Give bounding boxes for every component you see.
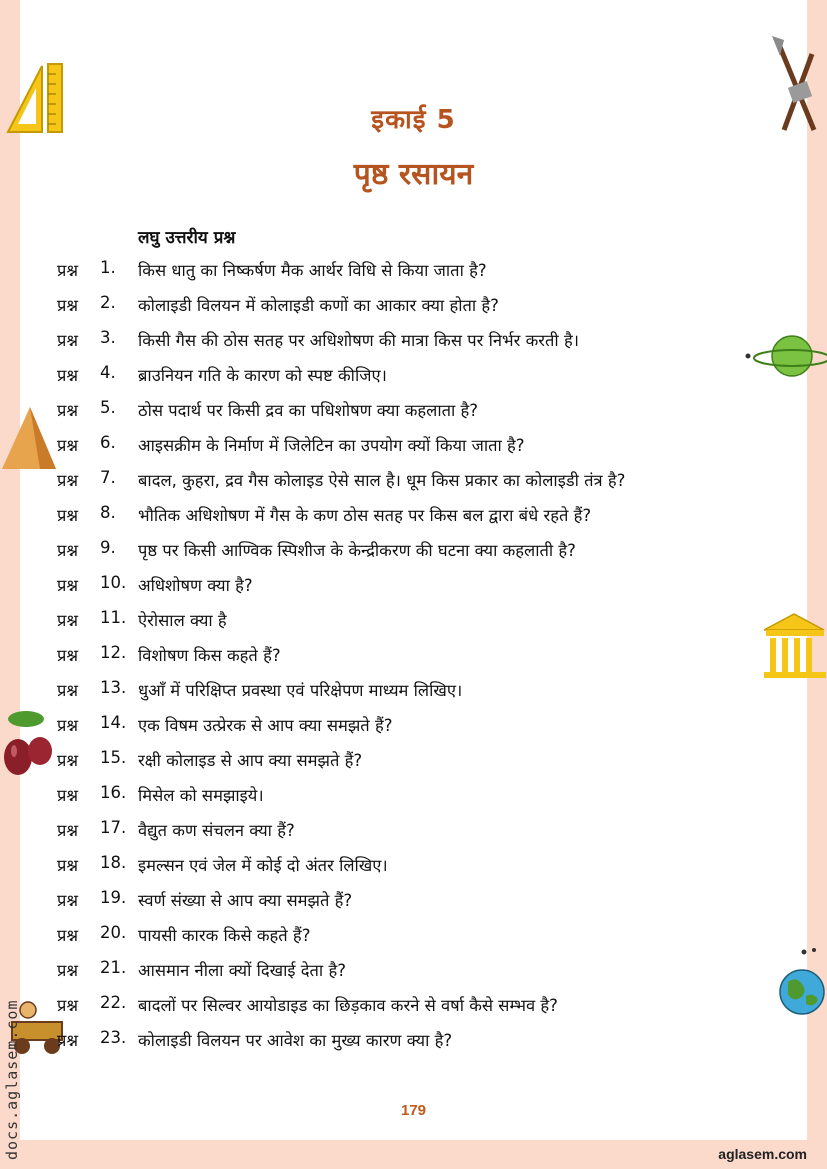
question-number: 19. bbox=[100, 888, 127, 907]
question-label: प्रश्न bbox=[57, 996, 79, 1015]
question-row bbox=[0, 713, 827, 743]
question-row bbox=[0, 608, 827, 638]
question-row bbox=[0, 923, 827, 953]
side-watermark: docs.aglasem.com bbox=[3, 999, 21, 1160]
chapter-title: पृष्ठ रसायन bbox=[353, 157, 474, 192]
question-label: प्रश्न bbox=[57, 366, 79, 385]
question-text: किसी गैस की ठोस सतह पर अधिशोषण की मात्रा किस पर निर्भर करती है। bbox=[138, 331, 579, 350]
question-label: प्रश्न bbox=[57, 751, 79, 770]
question-row bbox=[0, 958, 827, 988]
question-label: प्रश्न bbox=[57, 961, 79, 980]
question-number: 8. bbox=[100, 503, 116, 522]
question-number: 12. bbox=[100, 643, 127, 662]
question-number: 10. bbox=[100, 573, 127, 592]
question-number: 5. bbox=[100, 398, 116, 417]
question-number: 11. bbox=[100, 608, 127, 627]
question-number: 21. bbox=[100, 958, 127, 977]
question-text: अधिशोषण क्या है? bbox=[138, 576, 253, 595]
question-row bbox=[0, 993, 827, 1023]
question-text: भौतिक अधिशोषण में गैस के कण ठोस सतह पर किस बल द्वारा बंधे रहते हैं? bbox=[138, 506, 592, 525]
question-label: प्रश्न bbox=[57, 506, 79, 525]
question-number: 3. bbox=[100, 328, 116, 347]
question-row bbox=[0, 748, 827, 778]
question-text: विशोषण किस कहते हैं? bbox=[138, 646, 281, 665]
question-label: प्रश्न bbox=[57, 786, 79, 805]
footer-brand-link[interactable]: aglasem.com bbox=[718, 1146, 807, 1162]
section-heading: लघु उत्तरीय प्रश्न bbox=[138, 228, 236, 248]
question-row bbox=[0, 853, 827, 883]
unit-title: इकाई 5 bbox=[371, 105, 456, 135]
question-label: प्रश्न bbox=[57, 471, 79, 490]
question-text: बादलों पर सिल्वर आयोडाइड का छिड़काव करने से वर्षा कैसे सम्भव है? bbox=[138, 996, 558, 1015]
question-row bbox=[0, 888, 827, 918]
question-label: प्रश्न bbox=[57, 541, 79, 560]
question-number: 9. bbox=[100, 538, 116, 557]
question-number: 2. bbox=[100, 293, 116, 312]
question-number: 4. bbox=[100, 363, 116, 382]
question-text: मिसेल को समझाइये। bbox=[138, 786, 264, 805]
question-label: प्रश्न bbox=[57, 1031, 79, 1050]
question-text: स्वर्ण संख्या से आप क्या समझते हैं? bbox=[138, 891, 353, 910]
question-label: प्रश्न bbox=[57, 296, 79, 315]
question-number: 13. bbox=[100, 678, 127, 697]
question-label: प्रश्न bbox=[57, 891, 79, 910]
question-label: प्रश्न bbox=[57, 261, 79, 280]
question-number: 16. bbox=[100, 783, 127, 802]
question-label: प्रश्न bbox=[57, 716, 79, 735]
question-label: प्रश्न bbox=[57, 611, 79, 630]
question-label: प्रश्न bbox=[57, 401, 79, 420]
question-row bbox=[0, 573, 827, 603]
question-label: प्रश्न bbox=[57, 436, 79, 455]
question-number: 20. bbox=[100, 923, 127, 942]
question-row bbox=[0, 328, 827, 358]
question-number: 22. bbox=[100, 993, 127, 1012]
question-text: एक विषम उत्प्रेरक से आप क्या समझते हैं? bbox=[138, 716, 393, 735]
question-row bbox=[0, 433, 827, 463]
question-number: 17. bbox=[100, 818, 127, 837]
question-row bbox=[0, 398, 827, 428]
question-number: 14. bbox=[100, 713, 127, 732]
question-label: प्रश्न bbox=[57, 646, 79, 665]
question-text: कोलाइडी विलयन में कोलाइडी कणों का आकार क्या होता है? bbox=[138, 296, 499, 315]
question-row bbox=[0, 818, 827, 848]
question-row bbox=[0, 643, 827, 673]
question-label: प्रश्न bbox=[57, 576, 79, 595]
question-text: वैद्युत कण संचलन क्या हैं? bbox=[138, 821, 295, 840]
question-number: 18. bbox=[100, 853, 127, 872]
question-row bbox=[0, 538, 827, 568]
question-row bbox=[0, 503, 827, 533]
question-text: बादल, कुहरा, द्रव गैस कोलाइड ऐसे साल है। धूम किस प्रकार का कोलाइडी तंत्र है? bbox=[138, 471, 626, 490]
question-text: कोलाइडी विलयन पर आवेश का मुख्य कारण क्या है? bbox=[138, 1031, 453, 1050]
question-row bbox=[0, 293, 827, 323]
question-number: 7. bbox=[100, 468, 116, 487]
question-text: इमल्सन एवं जेल में कोई दो अंतर लिखिए। bbox=[138, 856, 388, 875]
question-text: पृष्ठ पर किसी आण्विक स्पिशीज के केन्द्रीकरण की घटना क्या कहलाती है? bbox=[138, 541, 576, 560]
question-row bbox=[0, 258, 827, 288]
question-label: प्रश्न bbox=[57, 331, 79, 350]
question-number: 1. bbox=[100, 258, 116, 277]
question-label: प्रश्न bbox=[57, 926, 79, 945]
question-text: ऐरोसाल क्या है bbox=[138, 611, 227, 630]
question-text: किस धातु का निष्कर्षण मैक आर्थर विधि से किया जाता है? bbox=[138, 261, 487, 280]
question-number: 6. bbox=[100, 433, 116, 452]
question-number: 15. bbox=[100, 748, 127, 767]
question-number: 23. bbox=[100, 1028, 127, 1047]
question-row bbox=[0, 468, 827, 498]
question-row bbox=[0, 363, 827, 393]
question-text: ठोस पदार्थ पर किसी द्रव का पधिशोषण क्या कहलाता है? bbox=[138, 401, 479, 420]
question-text: ब्राउनियन गति के कारण को स्पष्ट कीजिए। bbox=[138, 366, 387, 385]
question-row bbox=[0, 783, 827, 813]
question-text: धुआँ में परिक्षिप्त प्रवस्था एवं परिक्षेपण माध्यम लिखिए। bbox=[138, 681, 463, 700]
question-label: प्रश्न bbox=[57, 856, 79, 875]
question-text: पायसी कारक किसे कहते हैं? bbox=[138, 926, 311, 945]
page-number: 179 bbox=[400, 1102, 427, 1119]
question-text: आसमान नीला क्यों दिखाई देता है? bbox=[138, 961, 346, 980]
question-row bbox=[0, 1028, 827, 1058]
question-label: प्रश्न bbox=[57, 821, 79, 840]
question-text: आइसक्रीम के निर्माण में जिलेटिन का उपयोग क्यों किया जाता है? bbox=[138, 436, 525, 455]
question-row bbox=[0, 678, 827, 708]
question-label: प्रश्न bbox=[57, 681, 79, 700]
question-text: रक्षी कोलाइड से आप क्या समझते हैं? bbox=[138, 751, 363, 770]
